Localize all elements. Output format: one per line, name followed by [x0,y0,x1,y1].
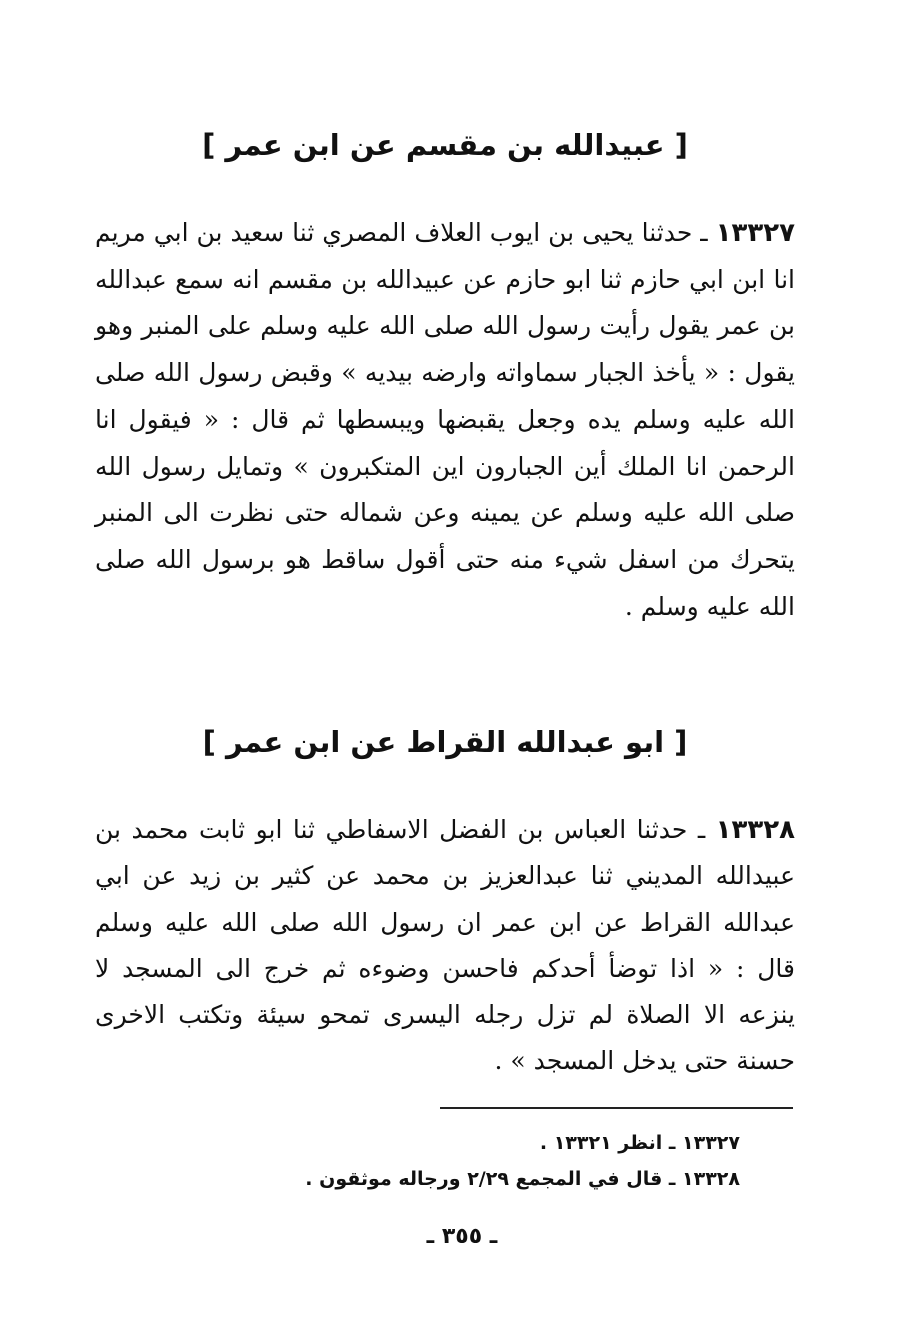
footnote: ١٣٣٢٨ ـ قال في المجمع ٢/٢٩ ورجاله موثقون . [305,1168,740,1190]
hadith-paragraph [95,210,795,630]
hadith-number: ١٣٣٢٨ [715,815,795,845]
section-heading: [ ابو عبدالله القراط عن ابن عمر ] [202,725,688,759]
footnote: ١٣٣٢٧ ـ انظر ١٣٣٢١ . [539,1132,740,1154]
hadith-text: ـ حدثنا العباس بن الفضل الاسفاطي ثنا ابو ثابت محمد بن عبيدالله المديني ثنا عبدالعزيز بن محمد عن كثير بن زيد عن ابي عبدالله القراط عن ابن عمر ان رسول الله صلى الله عليه وسلم قال : « اذا توضأ أحدكم فاحسن وضوءه ثم خرج الى المسجد لا ينزعه الا الصلاة لم تزل رجله اليسرى تمحو سيئة وتكتب الاخرى حسنة حتى يدخل المسجد » . [95,815,795,1076]
section-heading: [ عبيدالله بن مقسم عن ابن عمر ] [202,128,688,162]
hadith-number: ١٣٣٢٧ [715,218,795,248]
hadith-text: ـ حدثنا يحيى بن ايوب العلاف المصري ثنا سعيد بن ابي مريم انا ابن ابي حازم ثنا ابو حازم عن عبيدالله بن مقسم انه سمع عبدالله بن عمر يقول رأيت رسول الله صلى الله عليه وسلم على المنبر وهو يقول : « يأخذ الجبار سماواته وارضه بيديه » وقبض رسول الله صلى الله عليه وسلم يده وجعل يقبضها ويبسطها ثم قال : « فيقول انا الرحمن انا الملك أين الجبارون اين المتكبرون » وتمايل رسول الله صلى الله عليه وسلم عن يمينه وعن شماله حتى نظرت الى المنبر يتحرك من اسفل شيء منه حتى أقول ساقط هو برسول الله صلى الله عليه وسلم . [95,218,795,621]
footnote-divider [440,1107,793,1109]
page-number: ـ ٣٥٥ ـ [426,1224,498,1249]
hadith-paragraph [95,807,795,1085]
footnotes [240,1125,740,1197]
